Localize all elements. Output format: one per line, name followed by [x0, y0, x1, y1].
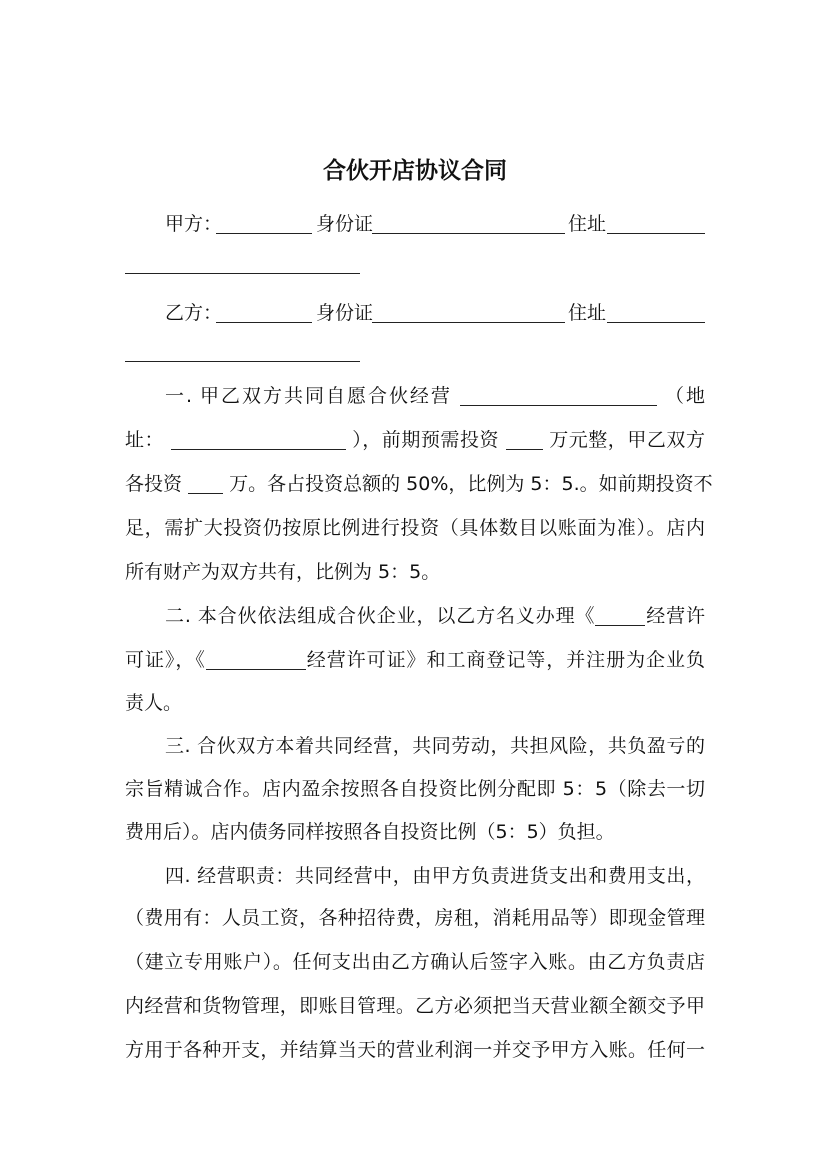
text: 各投资	[125, 473, 183, 495]
party-b-id-label: 身份证	[316, 302, 374, 324]
party-b-label: 乙方：	[165, 302, 223, 324]
clause-3-line: 三. 合伙双方本着共同经营，共同劳动，共担风险，共负盈亏的	[165, 735, 705, 757]
address-blank	[171, 427, 346, 450]
clause-4-line: （建立专用账户）。任何支出由乙方确认后签字入账。由乙方负责店	[125, 951, 705, 973]
party-a-name-blank	[216, 232, 312, 234]
party-b-addr-label: 住址	[568, 302, 607, 324]
clause-1-line	[125, 469, 713, 499]
party-b-addr-blank	[607, 321, 705, 323]
party-a-addr-label: 住址	[568, 213, 607, 235]
text: 经营许可证》和工商登记等，并注册为企业负	[305, 649, 705, 671]
document-title: 合伙开店协议合同	[323, 158, 507, 184]
text: 一. 甲乙双方共同自愿合伙经营	[165, 385, 452, 407]
party-a-addr-blank-cont	[125, 272, 360, 274]
party-a-id-blank	[372, 232, 565, 234]
party-a-label: 甲方：	[165, 213, 223, 235]
party-a-addr-blank	[607, 232, 705, 234]
text: 经营许	[645, 605, 705, 627]
clause-2-line	[165, 601, 705, 631]
text: （地	[664, 385, 705, 407]
clause-1-line: 足，需扩大投资仍按原比例进行投资（具体数目以账面为准）。店内	[125, 517, 705, 539]
party-b-addr-blank-cont	[125, 360, 360, 362]
business-blank	[460, 383, 657, 406]
text: 二. 本合伙依法组成合伙企业，以乙方名义办理《	[165, 605, 596, 627]
clause-4-line: 方用于各种开支，并结算当天的营业利润一并交予甲方入账。任何一	[125, 1039, 705, 1061]
party-b-id-blank	[372, 321, 565, 323]
text: 址：	[125, 429, 165, 451]
clause-1-line	[125, 425, 705, 455]
clause-3-line: 宗旨精诚合作。店内盈余按照各自投资比例分配即 5：5（除去一切	[125, 778, 705, 800]
text: 万元整，甲乙双方	[549, 429, 705, 451]
clause-2-line	[125, 645, 705, 675]
text: 万。各占投资总额的 50%，比例为 5：5.。如前期投资不	[229, 473, 713, 495]
each-investment-blank	[188, 471, 223, 494]
clause-1-line: 所有财产为双方共有，比例为 5：5。	[125, 561, 441, 583]
text: ），前期预需投资	[352, 429, 500, 451]
license-blank-2	[206, 647, 306, 670]
party-b-name-blank	[216, 321, 312, 323]
clause-2-line: 责人。	[125, 692, 183, 714]
license-blank	[595, 603, 645, 626]
clause-4-line: （费用有：人员工资，各种招待费，房租，消耗用品等）即现金管理	[125, 907, 705, 929]
clause-3-line: 费用后）。店内债务同样按照各自投资比例（5：5）负担。	[125, 821, 615, 843]
text: 可证》，《	[125, 649, 206, 671]
clause-4-line: 四. 经营职责：共同经营中，由甲方负责进货支出和费用支出，	[165, 865, 705, 887]
clause-4-line: 内经营和货物管理，即账目管理。乙方必须把当天营业额全额交予甲	[125, 995, 705, 1017]
clause-1-line	[165, 381, 705, 411]
investment-blank	[506, 427, 543, 450]
party-a-id-label: 身份证	[316, 213, 374, 235]
